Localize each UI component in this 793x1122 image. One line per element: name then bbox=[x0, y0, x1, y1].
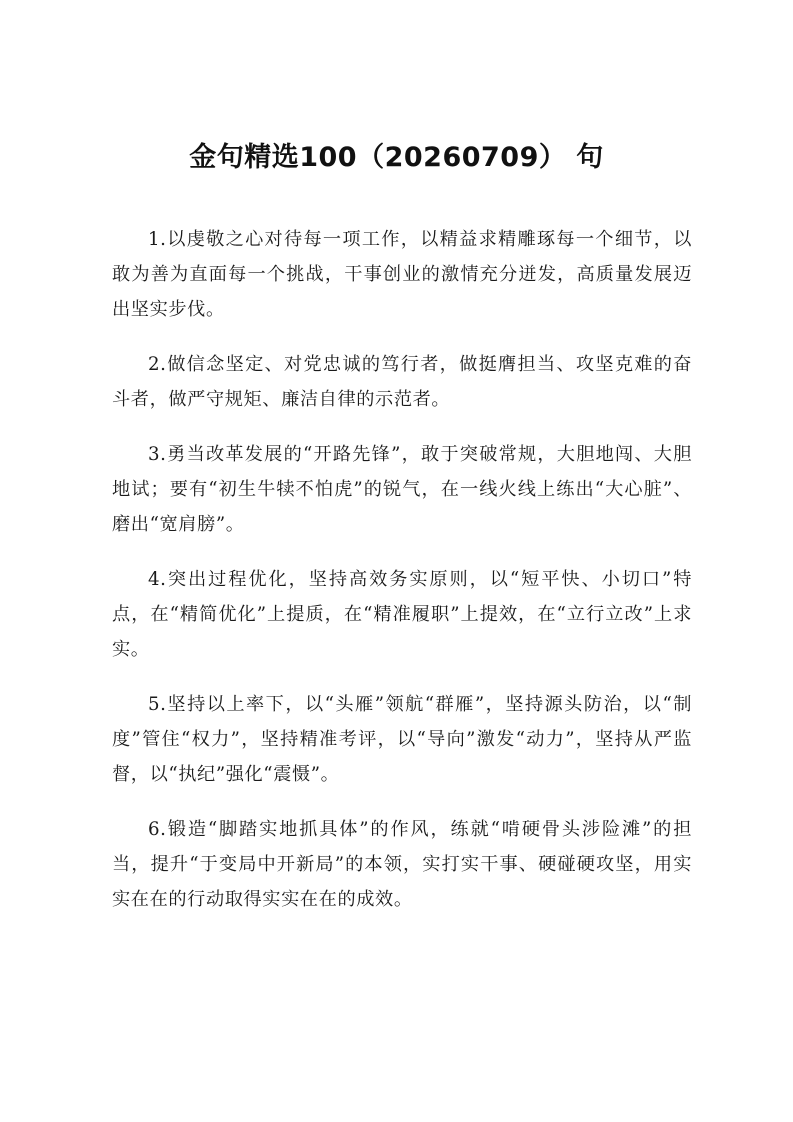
paragraph-2: 2.做信念坚定、对党忠诚的笃行者，做挺膺担当、攻坚克难的奋斗者，做严守规矩、廉洁自律的示范者。 bbox=[112, 354, 692, 410]
document-title: 金句精选100（20260709） 句 bbox=[189, 142, 604, 173]
paragraph-1: 1.以虔敬之心对待每一项工作，以精益求精雕琢每一个细节，以敢为善为直面每一个挑战，干事创业的激情充分迸发，高质量发展迈出坚实步伐。 bbox=[112, 229, 692, 320]
document-body bbox=[112, 222, 692, 937]
paragraph-6: 6.锻造“脚踏实地抓具体”的作风，练就“啃硬骨头涉险滩”的担当，提升“于变局中开新局”的本领，实打实干事、硬碰硬攻坚，用实实在在的行动取得实实在在的成效。 bbox=[112, 819, 692, 910]
paragraph-3: 3.勇当改革发展的“开路先锋”，敢于突破常规，大胆地闯、大胆地试；要有“初生牛犊不怕虎”的锐气，在一线火线上练出“大心脏”、磨出“宽肩膀”。 bbox=[112, 444, 692, 535]
paragraph-4: 4.突出过程优化，坚持高效务实原则，以“短平快、小切口”特点，在“精简优化”上提质，在“精准履职”上提效，在“立行立改”上求实。 bbox=[112, 569, 692, 660]
paragraph-5: 5.坚持以上率下，以“头雁”领航“群雁”，坚持源头防治，以“制度”管住“权力”，坚持精准考评，以“导向”激发“动力”，坚持从严监督，以“执纪”强化“震慑”。 bbox=[112, 694, 692, 785]
